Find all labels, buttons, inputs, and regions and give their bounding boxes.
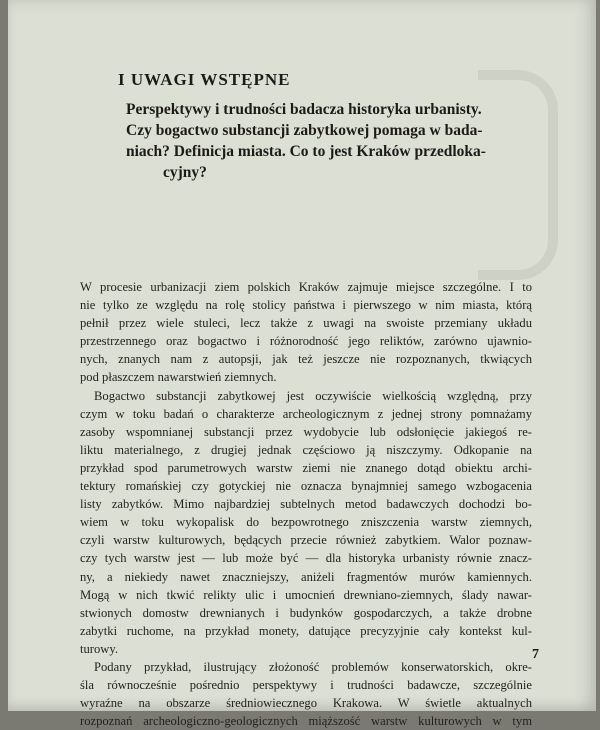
text-line: przykład spod parumetrowych warstw ziemi nie znanego dotąd obiektu archi-: [80, 460, 532, 475]
text-line: nie tylko ze względu na rolę stolicy państwa i pierwszego w nim miasta, którą: [80, 298, 532, 313]
text-line: Podany przykład, ilustrujący złożoność problemów konserwatorskich, okre-: [94, 659, 532, 674]
text-line: listy zabytków. Mimo najbardziej subtelnych metod badawczych dochodzi bo-: [80, 497, 532, 512]
subtitle-line: niach? Definicja miasta. Co to jest Kraków przedloka-: [126, 143, 486, 160]
text-line: wiem w toku wykopalisk do bezpowrotnego zniszczenia warstw ziemnych,: [80, 515, 532, 530]
text-line: czyli warstw kulturowych, będących przecie również zabytkiem. Walor poznaw-: [80, 533, 532, 548]
subtitle-line: Perspektywy i trudności badacza historyka urbanisty.: [126, 101, 482, 118]
page-number: 7: [532, 647, 539, 662]
text-line: pod płaszczem nawarstwień ziemnych.: [80, 370, 277, 385]
text-line: turowy.: [80, 641, 119, 656]
text-line: stwionych domostw drewnianych i budynków gospodarczych, a także drobne: [80, 605, 532, 620]
text-line: wyraźne na obszarze średniowiecznego Krakowa. W świetle aktualnych: [80, 696, 532, 711]
text-line: zabytki ruchome, na przykład monety, datujące precyzyjnie cały kontekst kul-: [80, 623, 532, 638]
text-line: przestrzennego oraz bogactwo i różnorodność jego reliktów, zarówno ujawnio-: [80, 334, 532, 349]
subtitle-line: Czy bogactwo substancji zabytkowej pomaga w bada-: [126, 122, 483, 139]
text-line: czy tych warstw jest — lub może być — dla historyka urbanisty równie znacz-: [80, 551, 532, 566]
book-page: [8, 0, 596, 729]
chapter-subtitle: [126, 99, 546, 183]
text-line: Bogactwo substancji zabytkowej jest oczywiście wielkością względną, przy: [94, 388, 532, 403]
body-text: [80, 278, 532, 730]
text-line: W procesie urbanizacji ziem polskich Kraków zajmuje miejsce szczególne. I to: [80, 280, 532, 294]
text-line: pełnił przez wiele stuleci, lecz także z uwagi na swoiste przemiany układu: [80, 316, 532, 331]
text-line: śla równocześnie pośrednio perspektywy i trudności badawcze, szczególnie: [80, 678, 532, 693]
subtitle-line: cyjny?: [163, 164, 207, 181]
text-line: zasoby wspomnianej substancji przez wydobycie lub odsłonięcie jakiegoś re-: [80, 424, 532, 439]
text-line: nych, znanych nam z autopsji, jak też jeszcze nie rozpoznanych, tkwiących: [80, 352, 532, 367]
text-line: liktu materialnego, z drugiej jednak częściowo ją niszczymy. Odkopanie na: [80, 442, 532, 457]
text-line: czym w toku badań o charakterze archeologicznym z jednej strony pomnażamy: [80, 406, 532, 421]
text-line: ny, a niekiedy nawet znaczniejszy, aniżeli fragmentów murów kamiennych.: [80, 569, 532, 584]
chapter-title: I UWAGI WSTĘPNE: [118, 70, 291, 89]
text-line: rozpoznań archeologiczno-geologicznych miąższość warstw kulturowych w tym: [80, 714, 532, 729]
text-line: Mogą w nich tkwić relikty ulic i umocnień drewniano-ziemnych, ślady nawar-: [80, 587, 532, 602]
text-line: tektury romańskiej czy gotyckiej nie oznacza bynajmniej samego wzbogacenia: [80, 479, 532, 494]
